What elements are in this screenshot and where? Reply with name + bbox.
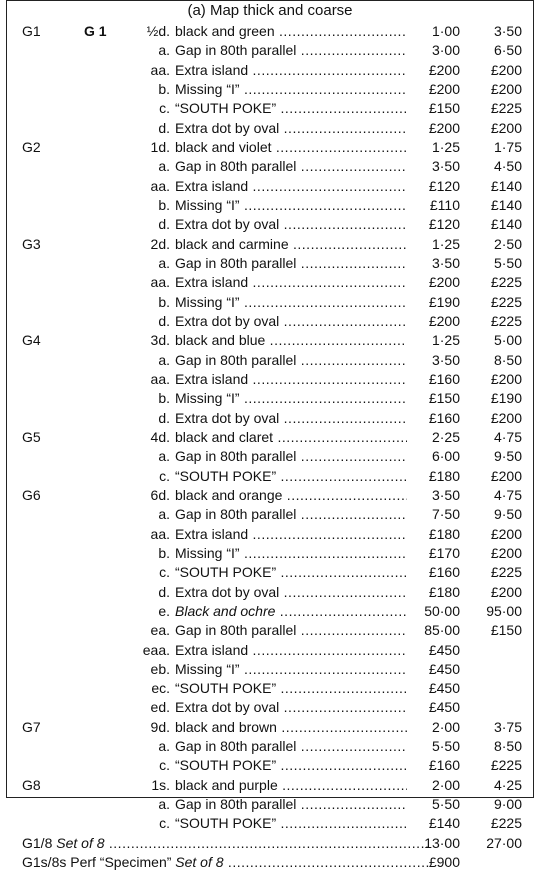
item-label: a. [158, 42, 170, 59]
item-label: c. [159, 467, 170, 484]
catalogue-row [0, 447, 540, 466]
used-price: 95·00 [486, 602, 522, 619]
item-description [175, 602, 407, 621]
item-description [175, 389, 407, 408]
item-label: e. [158, 602, 170, 619]
used-price: £225 [490, 293, 522, 310]
item-description-text: Gap in 80th parallel [175, 622, 297, 639]
item-description-text: “SOUTH POKE” [175, 467, 277, 484]
item-description [175, 370, 407, 389]
used-price: £140 [490, 177, 522, 194]
catalogue-row [0, 718, 540, 737]
section-heading: (a) Map thick and coarse [187, 2, 353, 19]
catalogue-number: G4 [22, 332, 41, 349]
used-price: 9·00 [493, 796, 522, 813]
unused-price: £900 [428, 854, 460, 871]
catalogue-row [0, 61, 540, 80]
catalogue-row [0, 795, 540, 814]
item-label: c. [159, 815, 170, 832]
item-description [175, 428, 407, 447]
unused-price: 50·00 [424, 602, 460, 619]
item-description-text: “SOUTH POKE” [175, 680, 277, 697]
item-label: 3d. [150, 332, 170, 349]
item-description [175, 641, 407, 660]
catalogue-row [0, 273, 540, 292]
item-description [175, 737, 407, 756]
unused-price: 1·25 [431, 138, 460, 155]
used-price: £200 [490, 467, 522, 484]
catalogue-row [0, 737, 540, 756]
item-label: eaa. [142, 641, 170, 658]
item-label: a. [158, 351, 170, 368]
item-description-text: Black and ochre [175, 602, 276, 619]
sg-number: G 1 [84, 23, 107, 39]
catalogue-row [0, 41, 540, 60]
used-price: 4·75 [493, 486, 522, 503]
item-description [175, 254, 407, 273]
used-price: 3·75 [493, 718, 522, 735]
unused-price: 2·00 [431, 776, 460, 793]
item-description-text: Extra dot by oval [175, 409, 280, 426]
unused-price: £120 [428, 216, 460, 233]
used-price: 5·50 [493, 254, 522, 271]
totals-row [0, 834, 540, 853]
item-label: b. [158, 544, 170, 561]
unused-price: £200 [428, 80, 460, 97]
catalogue-row [0, 99, 540, 118]
item-description-text: Missing “I” [175, 660, 240, 677]
item-description [175, 196, 407, 215]
item-label: 9d. [150, 718, 170, 735]
item-label: a. [158, 506, 170, 523]
item-label: ed. [150, 699, 170, 716]
item-description [175, 486, 407, 505]
catalogue-number: G8 [22, 776, 41, 793]
item-description [175, 679, 407, 698]
item-description-text: Gap in 80th parallel [175, 796, 297, 813]
used-price: £200 [490, 525, 522, 542]
item-description [175, 273, 407, 292]
item-description-text: Missing “I” [175, 390, 240, 407]
item-label: eb. [150, 660, 170, 677]
item-label: a. [158, 254, 170, 271]
item-description-text: Gap in 80th parallel [175, 738, 297, 755]
item-description-text: black and carmine [175, 235, 289, 252]
item-label: aa. [150, 370, 170, 387]
unused-price: £200 [428, 119, 460, 136]
item-label: b. [158, 196, 170, 213]
item-label: 6d. [150, 486, 170, 503]
item-label: 4d. [150, 428, 170, 445]
item-description [175, 447, 407, 466]
catalogue-row [0, 467, 540, 486]
set-label: Set of 8 [175, 854, 224, 871]
item-description-text: “SOUTH POKE” [175, 100, 277, 117]
used-price: £140 [490, 216, 522, 233]
item-description-text: black and green [175, 23, 275, 39]
used-price: 27·00 [486, 834, 522, 851]
item-description-text: Missing “I” [175, 196, 240, 213]
unused-price: 3·50 [431, 158, 460, 175]
unused-price: 5·50 [431, 738, 460, 755]
catalogue-row [0, 389, 540, 408]
item-description-text: black and claret [175, 428, 274, 445]
unused-price: £160 [428, 757, 460, 774]
catalogue-row [0, 641, 540, 660]
item-description-text: Missing “I” [175, 80, 240, 97]
item-description-text: Extra island [175, 525, 249, 542]
item-description [175, 80, 407, 99]
item-description [175, 235, 407, 254]
unused-price: 2·25 [431, 428, 460, 445]
used-price: 1·75 [493, 138, 522, 155]
item-description [175, 467, 407, 486]
used-price: 5·00 [493, 332, 522, 349]
unused-price: £200 [428, 312, 460, 329]
unused-price: £170 [428, 544, 460, 561]
unused-price: £180 [428, 525, 460, 542]
used-price: 4·50 [493, 158, 522, 175]
catalogue-row [0, 660, 540, 679]
used-price: £225 [490, 100, 522, 117]
item-description [175, 331, 407, 350]
item-description-text: Extra island [175, 641, 249, 658]
unused-price: 13·00 [424, 834, 460, 851]
item-description-text: “SOUTH POKE” [175, 564, 277, 581]
item-description [175, 351, 407, 370]
item-description-text: Gap in 80th parallel [175, 506, 297, 523]
used-price: £200 [490, 119, 522, 136]
item-label: a. [158, 448, 170, 465]
item-description [175, 544, 407, 563]
item-description [175, 525, 407, 544]
item-description [175, 177, 407, 196]
used-price: 8·50 [493, 738, 522, 755]
catalogue-row [0, 119, 540, 138]
item-label: d. [158, 216, 170, 233]
item-label: aa. [150, 177, 170, 194]
catalogue-row [0, 254, 540, 273]
item-description-text: Extra dot by oval [175, 312, 280, 329]
unused-price: £140 [428, 815, 460, 832]
catalogue-row [0, 428, 540, 447]
item-label: d. [158, 409, 170, 426]
unused-price: £450 [428, 660, 460, 677]
item-description [175, 660, 407, 679]
item-label: b. [158, 80, 170, 97]
item-description [175, 718, 407, 737]
used-price: 9·50 [493, 448, 522, 465]
item-label: aa. [150, 274, 170, 291]
item-label: aa. [150, 525, 170, 542]
catalogue-number: G2 [22, 138, 41, 155]
used-price: 9·50 [493, 506, 522, 523]
unused-price: £160 [428, 564, 460, 581]
used-price: £190 [490, 390, 522, 407]
item-description [175, 157, 407, 176]
unused-price: £450 [428, 641, 460, 658]
catalogue-row [0, 563, 540, 582]
item-description [175, 621, 407, 640]
item-description-text: Extra island [175, 274, 249, 291]
used-price: £200 [490, 583, 522, 600]
catalogue-row [0, 525, 540, 544]
catalogue-row [0, 312, 540, 331]
item-description-text: Missing “I” [175, 293, 240, 310]
item-description-text: black and purple [175, 776, 278, 793]
item-description-text: “SOUTH POKE” [175, 757, 277, 774]
item-description-text: Extra dot by oval [175, 699, 280, 716]
item-label: a. [158, 738, 170, 755]
unused-price: £120 [428, 177, 460, 194]
catalogue-number: G3 [22, 235, 41, 252]
item-label: a. [158, 796, 170, 813]
catalogue-number: G1 [22, 23, 41, 39]
item-description [175, 756, 407, 775]
item-description [175, 776, 407, 795]
item-description [175, 814, 407, 833]
catalogue-row [0, 621, 540, 640]
item-label: c. [159, 100, 170, 117]
item-label: d. [158, 583, 170, 600]
used-price: £225 [490, 274, 522, 291]
item-label: 1s. [151, 776, 170, 793]
unused-price: 5·50 [431, 796, 460, 813]
unused-price: £150 [428, 100, 460, 117]
catalogue-row [0, 351, 540, 370]
item-description-text: Gap in 80th parallel [175, 448, 297, 465]
item-description-text: Gap in 80th parallel [175, 351, 297, 368]
item-description [175, 215, 407, 234]
unused-price: £200 [428, 61, 460, 78]
unused-price: 1·25 [431, 332, 460, 349]
item-description-text: Extra island [175, 177, 249, 194]
unused-price: 3·50 [431, 254, 460, 271]
used-price: £225 [490, 564, 522, 581]
item-description-text: Extra dot by oval [175, 119, 280, 136]
catalogue-number: G6 [22, 486, 41, 503]
item-label: 2d. [150, 235, 170, 252]
catalogue-row [0, 698, 540, 717]
item-description [175, 138, 407, 157]
catalogue-row [0, 138, 540, 157]
used-price: £200 [490, 544, 522, 561]
item-description [175, 61, 407, 80]
catalogue-row [0, 544, 540, 563]
item-label: a. [158, 158, 170, 175]
item-description [175, 99, 407, 118]
catalogue-row [0, 331, 540, 350]
used-price: 2·50 [493, 235, 522, 252]
unused-price: 1·25 [431, 235, 460, 252]
item-description-text: Extra dot by oval [175, 216, 280, 233]
catalogue-row [0, 235, 540, 254]
item-label: b. [158, 293, 170, 310]
item-description-text: “SOUTH POKE” [175, 815, 277, 832]
used-price: £200 [490, 409, 522, 426]
item-description [175, 41, 407, 60]
set-label: Set of 8 [56, 834, 105, 851]
item-description [175, 409, 407, 428]
used-price: 4·25 [493, 776, 522, 793]
item-label: ea. [150, 622, 170, 639]
item-label: c. [159, 757, 170, 774]
unused-price: £150 [428, 390, 460, 407]
item-label: d. [158, 119, 170, 136]
item-description [175, 505, 407, 524]
item-label: ec. [151, 680, 170, 697]
used-price: 3·50 [493, 23, 522, 39]
catalogue-row [0, 756, 540, 775]
unused-price: £160 [428, 409, 460, 426]
item-label: d. [158, 312, 170, 329]
unused-price: 7·50 [431, 506, 460, 523]
item-description [175, 795, 407, 814]
unused-price: 85·00 [424, 622, 460, 639]
item-description [175, 563, 407, 582]
catalogue-table [0, 22, 540, 872]
catalogue-row [0, 80, 540, 99]
unused-price: £450 [428, 699, 460, 716]
catalogue-row [0, 370, 540, 389]
catalogue-row [0, 776, 540, 795]
used-price: £225 [490, 312, 522, 329]
catalogue-row [0, 486, 540, 505]
used-price: £150 [490, 622, 522, 639]
unused-price: 3·50 [431, 486, 460, 503]
catalogue-row [0, 679, 540, 698]
item-description-text: Extra island [175, 370, 249, 387]
item-label: aa. [150, 61, 170, 78]
catalogue-row [0, 293, 540, 312]
item-description-text: Missing “I” [175, 544, 240, 561]
unused-price: £200 [428, 274, 460, 291]
catalogue-row [0, 583, 540, 602]
used-price: £200 [490, 61, 522, 78]
item-description [175, 698, 407, 717]
item-description-text: Gap in 80th parallel [175, 158, 297, 175]
item-label: c. [159, 564, 170, 581]
catalogue-number: G7 [22, 718, 41, 735]
catalogue-number: G5 [22, 428, 41, 445]
item-description-text: black and orange [175, 486, 283, 503]
item-description-text: Gap in 80th parallel [175, 42, 297, 59]
catalogue-row [0, 177, 540, 196]
item-description-text: black and violet [175, 138, 272, 155]
unused-price: £180 [428, 467, 460, 484]
unused-price: £160 [428, 370, 460, 387]
unused-price: 3·00 [431, 42, 460, 59]
catalogue-row [0, 409, 540, 428]
catalogue-row [0, 602, 540, 621]
unused-price: £110 [429, 196, 460, 213]
unused-price: £450 [428, 680, 460, 697]
catalogue-row [0, 157, 540, 176]
unused-price: £180 [428, 583, 460, 600]
unused-price: 1·00 [431, 23, 460, 39]
unused-price: 2·00 [431, 718, 460, 735]
item-description [175, 293, 407, 312]
used-price: £200 [490, 370, 522, 387]
item-label: ½d. [146, 23, 170, 39]
item-description-text: Extra dot by oval [175, 583, 280, 600]
set-description: G1s/8s Perf “Specimen” Set of 8 ..... [22, 853, 430, 872]
item-description-text: black and blue [175, 332, 266, 349]
item-description [175, 22, 407, 41]
used-price: £225 [490, 815, 522, 832]
catalogue-row [0, 22, 540, 41]
unused-price: 3·50 [431, 351, 460, 368]
catalogue-row [0, 505, 540, 524]
item-description [175, 312, 407, 331]
used-price: £225 [490, 757, 522, 774]
item-description-text: Extra island [175, 61, 249, 78]
item-label: b. [158, 390, 170, 407]
set-description: G1/8 Set of 8 ..... [22, 834, 430, 853]
totals-row [0, 853, 540, 872]
item-description-text: black and brown [175, 718, 277, 735]
item-description [175, 583, 407, 602]
used-price: 6·50 [493, 42, 522, 59]
used-price: £140 [490, 196, 522, 213]
used-price: £200 [490, 80, 522, 97]
item-description-text: Gap in 80th parallel [175, 254, 297, 271]
catalogue-row [0, 814, 540, 833]
used-price: 8·50 [493, 351, 522, 368]
catalogue-row [0, 196, 540, 215]
catalogue-row [0, 215, 540, 234]
unused-price: £190 [428, 293, 460, 310]
unused-price: 6·00 [431, 448, 460, 465]
item-description [175, 119, 407, 138]
item-label: 1d. [150, 138, 170, 155]
used-price: 4·75 [493, 428, 522, 445]
